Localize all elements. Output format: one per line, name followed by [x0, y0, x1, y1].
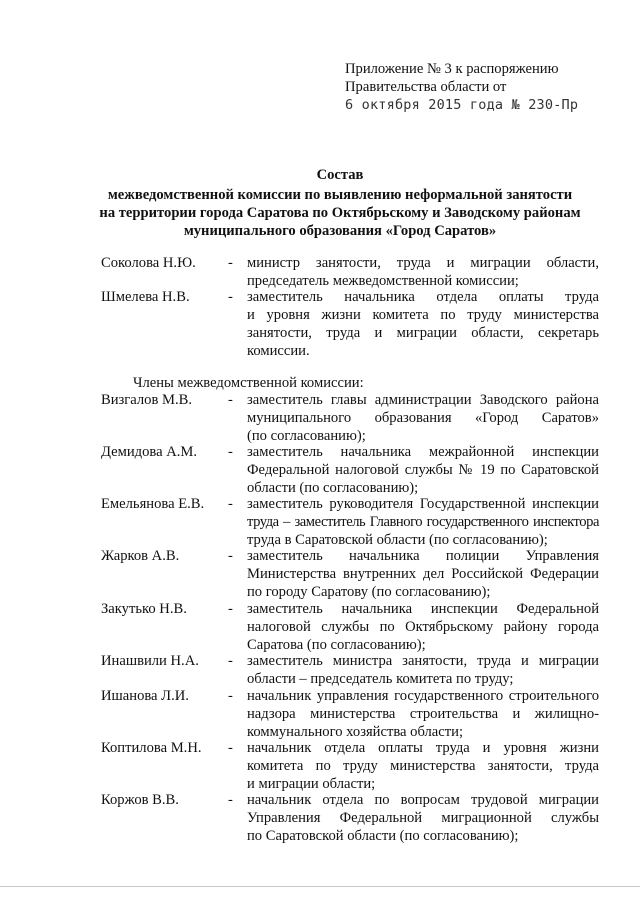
person-role: [247, 791, 599, 845]
title-line-2: межведомственной комиссии по выявлению неформальной занятости: [107, 187, 573, 203]
role-line: Министерства внутренних дел Российской Федерации: [247, 566, 599, 582]
role-line: комитета по труду министерства занятости, труда: [247, 758, 599, 774]
person-name: Демидова А.М.: [101, 444, 198, 460]
person-role: [247, 547, 599, 601]
role-line: комиссии.: [247, 343, 310, 359]
entry-dash: -: [228, 392, 233, 408]
role-line: заместитель главы администрации Заводского района: [247, 392, 599, 408]
role-line: Управления Федеральной миграционной службы: [247, 810, 599, 826]
entry-dash: -: [228, 740, 233, 756]
entry-dash: -: [228, 444, 233, 460]
entry-dash: -: [228, 289, 233, 305]
document-title: [60, 166, 620, 240]
role-line: заместитель начальника межрайонной инспекции: [247, 444, 599, 460]
person-name: Емельянова Е.В.: [101, 496, 205, 512]
role-line: Федеральной налоговой службы № 19 по Саратовской: [247, 462, 599, 478]
entry-dash: -: [228, 255, 233, 271]
role-line: по Саратовской области (по согласованию);: [247, 828, 519, 844]
entry-dash: -: [228, 601, 233, 617]
person-name: Жарков А.В.: [101, 548, 180, 564]
title-line-3: на территории города Саратова по Октябрьскому и Заводскому районам: [99, 205, 581, 221]
page-edge-divider: [0, 886, 640, 887]
person-role: [247, 391, 599, 445]
members-heading: Члены межведомственной комиссии:: [133, 375, 364, 391]
person-name: Соколова Н.Ю.: [101, 255, 196, 271]
entry-dash: -: [228, 792, 233, 808]
person-name: Коржов В.В.: [101, 792, 179, 808]
role-line: начальник отдела оплаты труда и уровня жизни: [247, 740, 599, 756]
role-line: по городу Саратову (по согласованию);: [247, 584, 491, 600]
role-line: Саратова (по согласованию);: [247, 637, 426, 653]
role-line: области – председатель комитета по труду;: [247, 671, 514, 687]
entry-dash: -: [228, 688, 233, 704]
role-line: и миграции области;: [247, 776, 376, 792]
person-role: [247, 600, 599, 654]
annex-header: [345, 60, 625, 114]
person-role: [247, 254, 599, 290]
role-line: заместитель начальника полиции Управления: [247, 548, 599, 564]
role-line: коммунального хозяйства области;: [247, 724, 464, 740]
annex-line-1: Приложение № 3 к распоряжению: [345, 61, 559, 77]
person-role: [247, 443, 599, 497]
role-line: заместитель министра занятости, труда и миграции: [247, 653, 599, 669]
role-line: заместитель начальника инспекции Федеральной: [247, 601, 599, 617]
title-line-4: муниципального образования «Город Саратов»: [183, 223, 497, 239]
role-line: надзора министерства строительства и жилищно-: [247, 706, 599, 722]
entry-dash: -: [228, 548, 233, 564]
person-name: Визгалов М.В.: [101, 392, 193, 408]
role-line: области (по согласованию);: [247, 480, 419, 496]
role-line: занятости, труда и миграции области, секретарь: [247, 325, 599, 341]
role-line: заместитель начальника отдела оплаты труда: [247, 289, 599, 305]
person-role: [247, 652, 599, 688]
person-role: [247, 739, 599, 793]
person-name: Инашвили Н.А.: [101, 653, 199, 669]
person-name: Закутько Н.В.: [101, 601, 187, 617]
title-line-1: Состав: [316, 167, 364, 183]
role-line: и уровня жизни комитета по труду министерства: [247, 307, 599, 323]
entry-dash: -: [228, 496, 233, 512]
role-line: труда – заместитель Главного государственного инспектора: [247, 514, 599, 530]
person-name: Коптилова М.Н.: [101, 740, 202, 756]
person-role: [247, 288, 599, 360]
annex-date-number: 6 октября 2015 года № 230-Пр: [345, 97, 579, 113]
person-role: [247, 495, 599, 549]
role-line: муниципального образования «Город Саратов»: [247, 410, 599, 426]
role-line: заместитель руководителя Государственной инспекции: [247, 496, 599, 512]
entry-dash: -: [228, 653, 233, 669]
role-line: министр занятости, труда и миграции области,: [247, 255, 599, 271]
person-role: [247, 687, 599, 741]
role-line: (по согласованию);: [247, 428, 366, 444]
person-name: Ишанова Л.И.: [101, 688, 189, 704]
role-line: труда в Саратовской области (по согласованию);: [247, 532, 548, 548]
annex-line-2: Правительства области от: [345, 79, 507, 95]
role-line: председатель межведомственной комиссии;: [247, 273, 519, 289]
role-line: начальник управления государственного строительного: [247, 688, 599, 704]
person-name: Шмелева Н.В.: [101, 289, 190, 305]
role-line: начальник отдела по вопросам трудовой миграции: [247, 792, 599, 808]
role-line: налоговой службы по Октябрьскому району города: [247, 619, 599, 635]
